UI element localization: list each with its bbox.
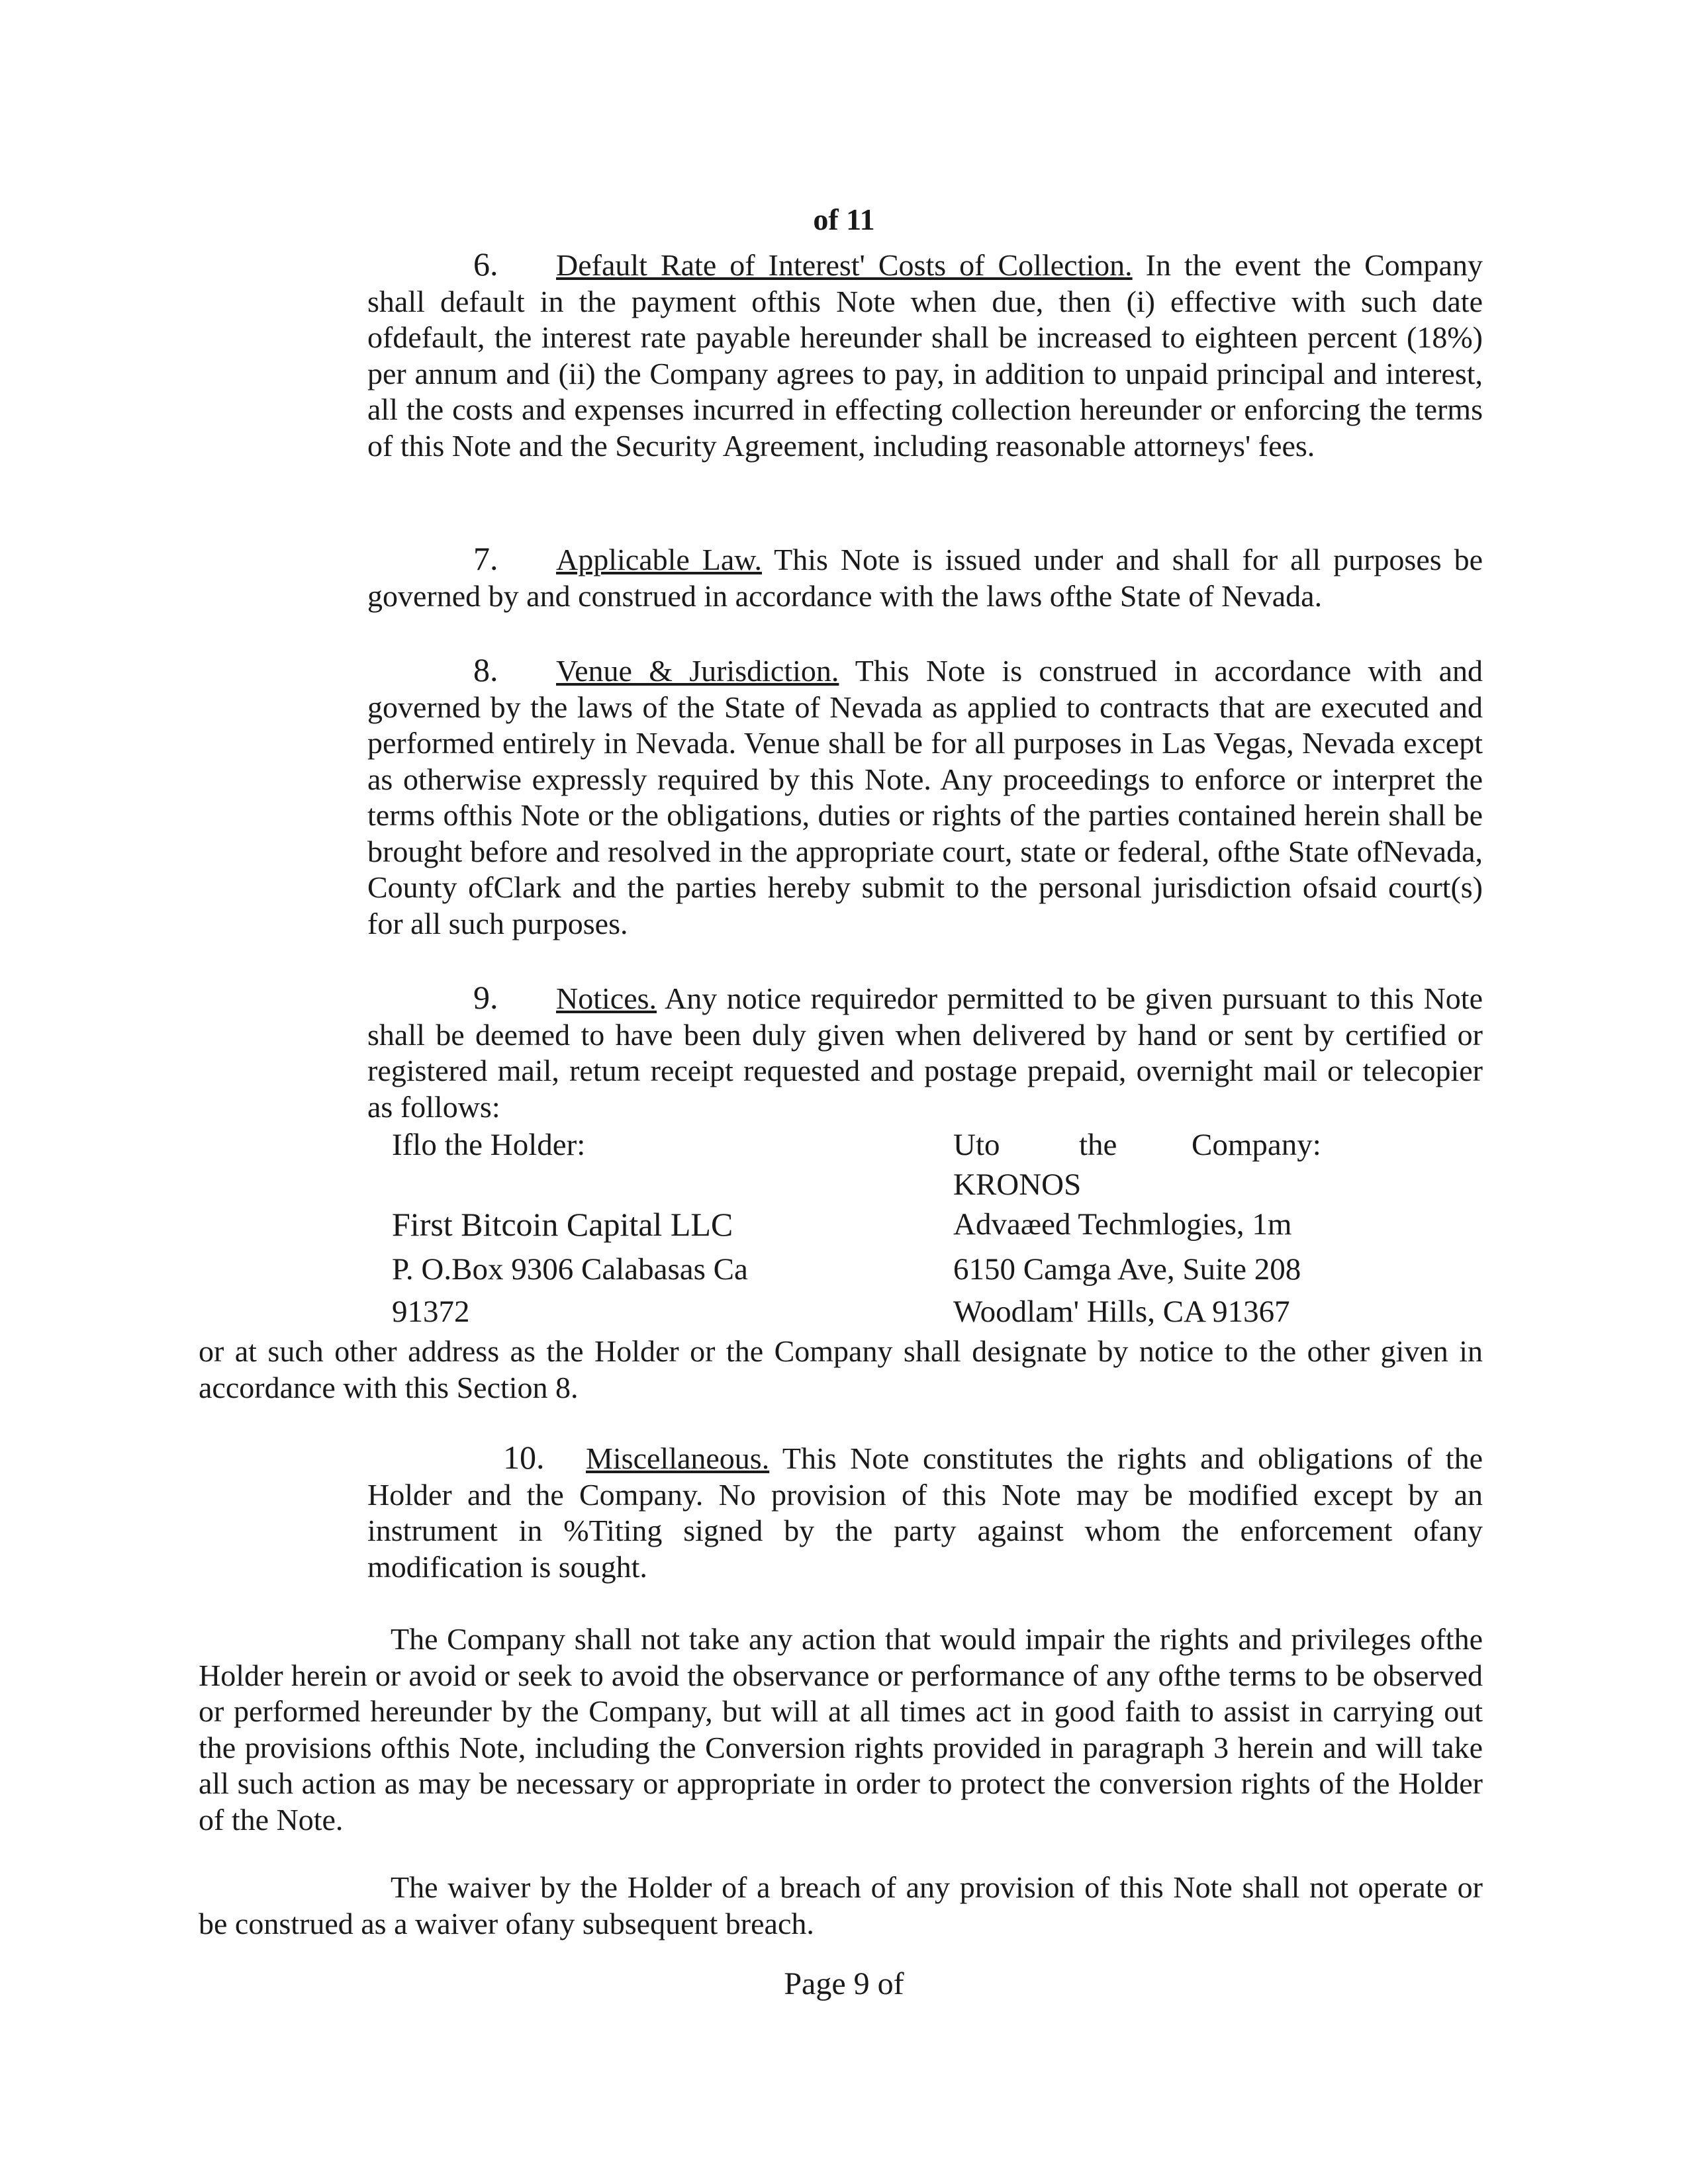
company-name-line2: Advaæed Techmlogies, 1m: [953, 1207, 1292, 1242]
holder-label: Iflo the Holder:: [392, 1128, 586, 1162]
paragraph-impair: The Company shall not take any action that would impair the rights and privileges ofthe Holder herein or avoid or seek to avoid the observance or performance of any ofthe terms to be observed or performed hereunder by the Company, but will at all times act in good faith to assist in carrying out the provisions ofthis Note, including the Conversion rights provided in paragraph 3 herein and will take all such action as may be necessary or appropriate in order to protect the conversion rights of the Holder of the Note.: [199, 1622, 1483, 1837]
paragraph-waiver: The waiver by the Holder of a breach of any provision of this Note shall not operate or be construed as a waiver ofany subsequent breach.: [199, 1870, 1483, 1940]
company-address-line1: 6150 Camga Ave, Suite 208: [953, 1252, 1301, 1287]
holder-name: First Bitcoin Capital LLC: [392, 1206, 733, 1243]
paragraph-number: 7.: [473, 540, 498, 577]
paragraph-number: 6.: [473, 246, 498, 283]
company-label-the: the: [1079, 1128, 1117, 1162]
paragraph-number: 8.: [473, 651, 498, 688]
holder-address-line1: P. O.Box 9306 Calabasas Ca: [392, 1252, 748, 1287]
page-header: of 11: [813, 203, 875, 236]
paragraph-text: This Note is construed in accordance with and governed by the laws of the State of Nevada as applied to contracts that are executed and performed entirely in Nevada. Venue shall be for all purposes in Las Vegas, Nevada except as otherwise expressly required by this Note. Any proceedings to enforce or interpret the terms ofthis Note or the obligations, duties or rights of the parties contained herein shall be brought before and resolved in the appropriate court, state or federal, ofthe State ofNevada, County ofClark and the parties hereby submit to the personal jurisdiction ofsaid court(s) for all such purposes.: [367, 654, 1483, 940]
holder-address-line2: 91372: [392, 1295, 470, 1329]
paragraph-text: Any notice requiredor permitted to be given pursuant to this Note shall be deemed to have been duly given when delivered by hand or sent by certified or registered mail, retum receipt requested and postage prepaid, overnight mail or telecopier as follows:: [367, 981, 1483, 1124]
paragraph-heading: Applicable Law.: [556, 543, 762, 576]
page-footer: Page 9 of: [784, 1966, 904, 2001]
paragraph-heading: Miscellaneous.: [586, 1441, 770, 1475]
paragraph-number: 10.: [503, 1439, 545, 1476]
paragraph-number: 9.: [473, 979, 498, 1016]
notice-tail: or at such other address as the Holder or the Company shall designate by notice to the other given in accordance with this Section 8.: [199, 1334, 1483, 1404]
company-address-line2: Woodlam' Hills, CA 91367: [953, 1295, 1290, 1329]
paragraph-heading: Venue & Jurisdiction.: [556, 654, 839, 688]
paragraph-text: This Note constitutes the rights and obligations of the Holder and the Company. No provision of this Note may be modified except by an instrument in %Titing signed by the party against whom the enforcement ofany modification is sought.: [367, 1441, 1483, 1584]
paragraph-8: [367, 652, 1483, 942]
paragraph-9: [367, 979, 1483, 1125]
company-name-line1: KRONOS: [953, 1167, 1082, 1202]
paragraph-heading: Default Rate of Interest' Costs of Collection.: [556, 248, 1133, 282]
company-label-to: Uto: [953, 1128, 1000, 1162]
company-label-company: Company:: [1192, 1128, 1321, 1162]
paragraph-6: [367, 246, 1483, 464]
paragraph-10: [367, 1439, 1483, 1585]
paragraph-heading: Notices.: [556, 981, 657, 1015]
paragraph-text: This Note is issued under and shall for all purposes be governed by and construed in accordance with the laws ofthe State of Nevada.: [367, 543, 1483, 613]
paragraph-text: In the event the Company shall default in the payment ofthis Note when due, then (i) effective with such date ofdefault, the interest rate payable hereunder shall be increased to eighteen percent (18%) per annum and (ii) the Company agrees to pay, in addition to unpaid principal and interest, all the costs and expenses incurred in effecting collection hereunder or enforcing the terms of this Note and the Security Agreement, including reasonable attorneys' fees.: [367, 248, 1483, 463]
paragraph-7: [367, 541, 1483, 614]
